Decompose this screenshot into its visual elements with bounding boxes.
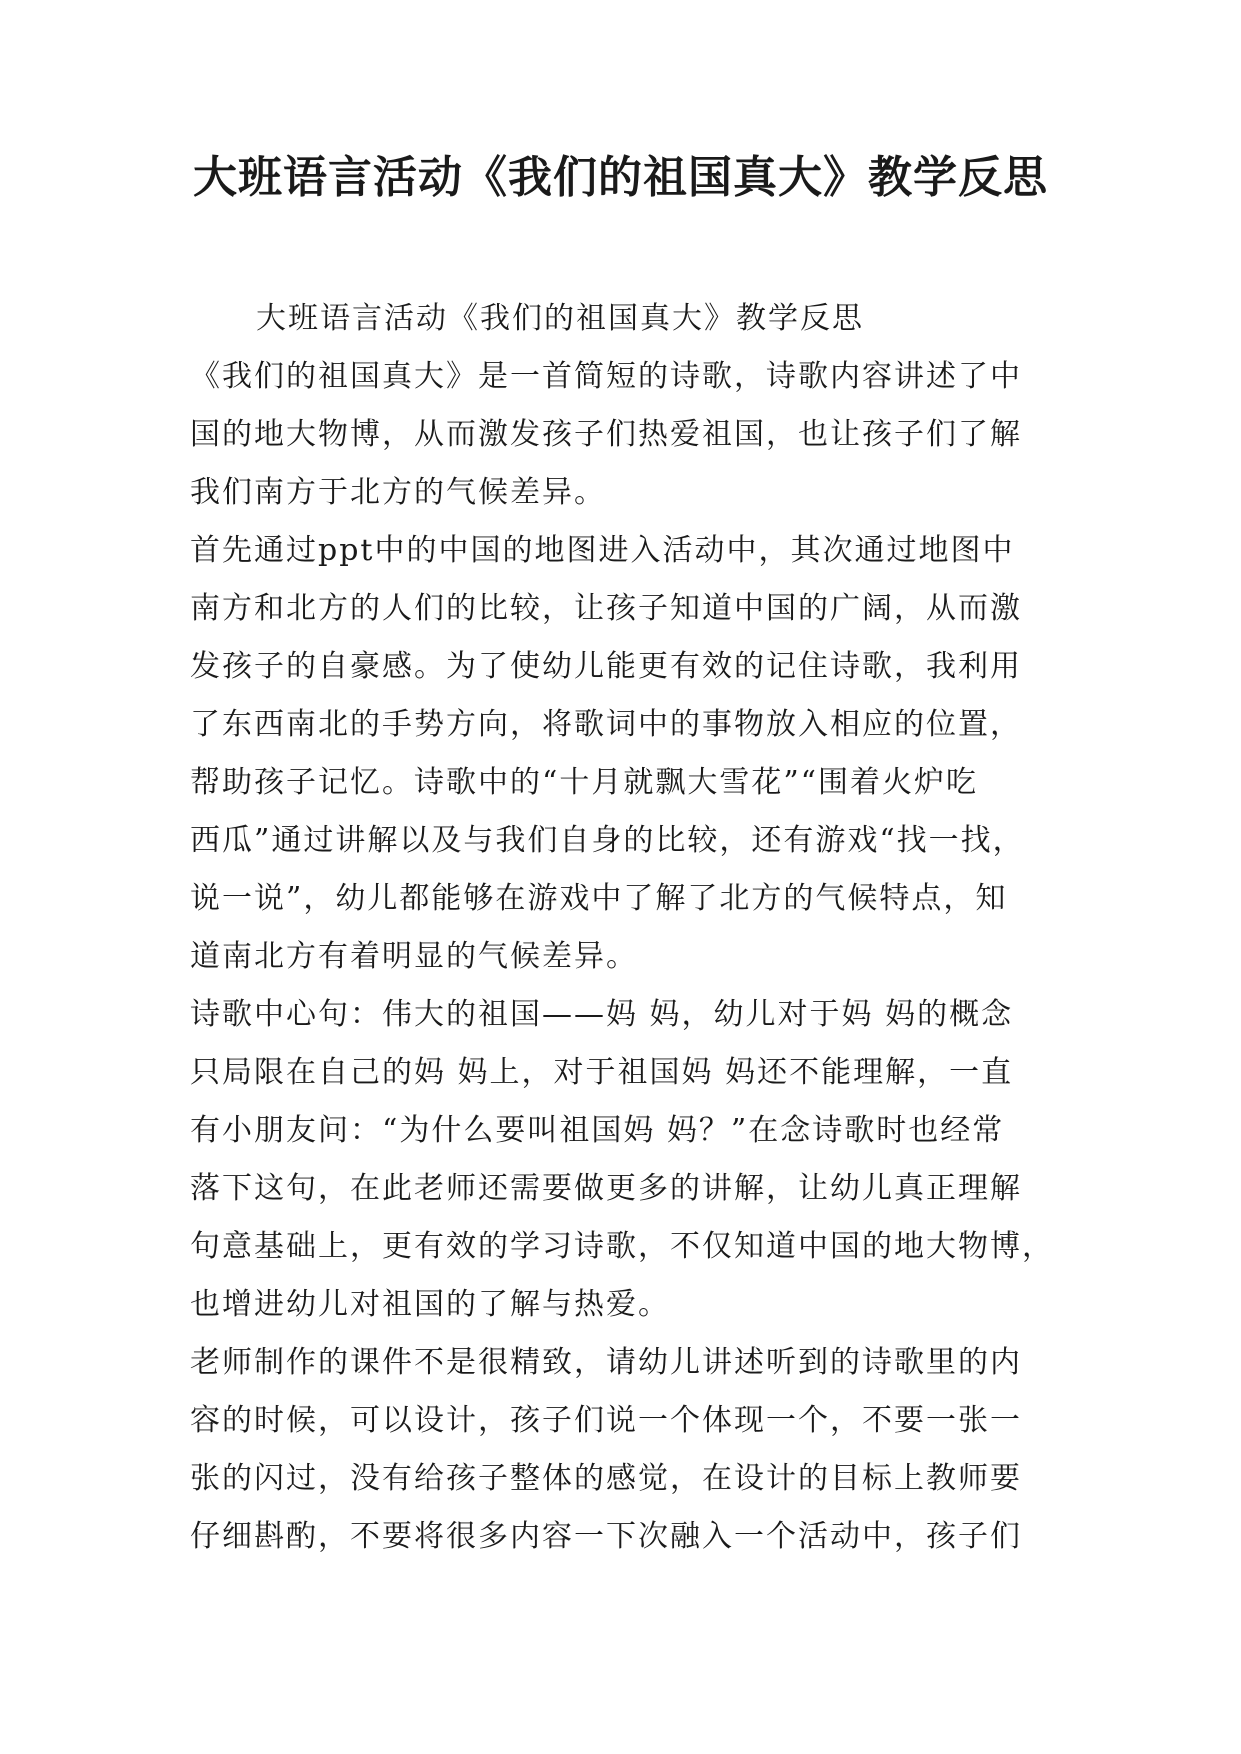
body-line: 南方和北方的人们的比较，让孩子知道中国的广阔，从而激 bbox=[190, 591, 1022, 626]
body-line: 大班语言活动《我们的祖国真大》教学反思 bbox=[256, 301, 864, 336]
body-line: 国的地大物博，从而激发孩子们热爱祖国，也让孩子们了解 bbox=[190, 417, 1022, 452]
body-line: 《我们的祖国真大》是一首简短的诗歌，诗歌内容讲述了中 bbox=[190, 359, 1022, 394]
body-line: 句意基础上，更有效的学习诗歌，不仅知道中国的地大物博， bbox=[190, 1229, 1054, 1264]
body-line: 仔细斟酌，不要将很多内容一下次融入一个活动中，孩子们 bbox=[190, 1519, 1022, 1554]
body-line: 西瓜”通过讲解以及与我们自身的比较，还有游戏“找一找， bbox=[190, 823, 1025, 858]
document-title: 大班语言活动《我们的祖国真大》教学反思 bbox=[193, 152, 1048, 203]
body-line: 发孩子的自豪感。为了使幼儿能更有效的记住诗歌，我利用 bbox=[190, 649, 1022, 684]
body-line: 我们南方于北方的气候差异。 bbox=[190, 475, 606, 510]
body-line: 只局限在自己的妈 妈上，对于祖国妈 妈还不能理解，一直 bbox=[190, 1055, 1014, 1090]
body-line: 容的时候，可以设计，孩子们说一个体现一个，不要一张一 bbox=[190, 1403, 1022, 1438]
body-line: 也增进幼儿对祖国的了解与热爱。 bbox=[190, 1287, 670, 1322]
body-line: 张的闪过，没有给孩子整体的感觉，在设计的目标上教师要 bbox=[190, 1461, 1022, 1496]
body-line: 老师制作的课件不是很精致，请幼儿讲述听到的诗歌里的内 bbox=[190, 1345, 1022, 1380]
body-line: 首先通过ppt中的中国的地图进入活动中，其次通过地图中 bbox=[190, 533, 1015, 568]
document-body bbox=[190, 290, 1060, 1566]
body-line: 有小朋友问：“为什么要叫祖国妈 妈？”在念诗歌时也经常 bbox=[190, 1113, 1005, 1148]
body-line: 诗歌中心句：伟大的祖国——妈 妈，幼儿对于妈 妈的概念 bbox=[190, 997, 1014, 1032]
body-line: 落下这句，在此老师还需要做更多的讲解，让幼儿真正理解 bbox=[190, 1171, 1022, 1206]
body-line: 说一说”，幼儿都能够在游戏中了解了北方的气候特点，知 bbox=[190, 881, 1008, 916]
body-line: 帮助孩子记忆。诗歌中的“十月就飘大雪花”“围着火炉吃 bbox=[190, 765, 979, 800]
body-line: 了东西南北的手势方向，将歌词中的事物放入相应的位置， bbox=[190, 707, 1022, 742]
body-line: 道南北方有着明显的气候差异。 bbox=[190, 939, 638, 974]
